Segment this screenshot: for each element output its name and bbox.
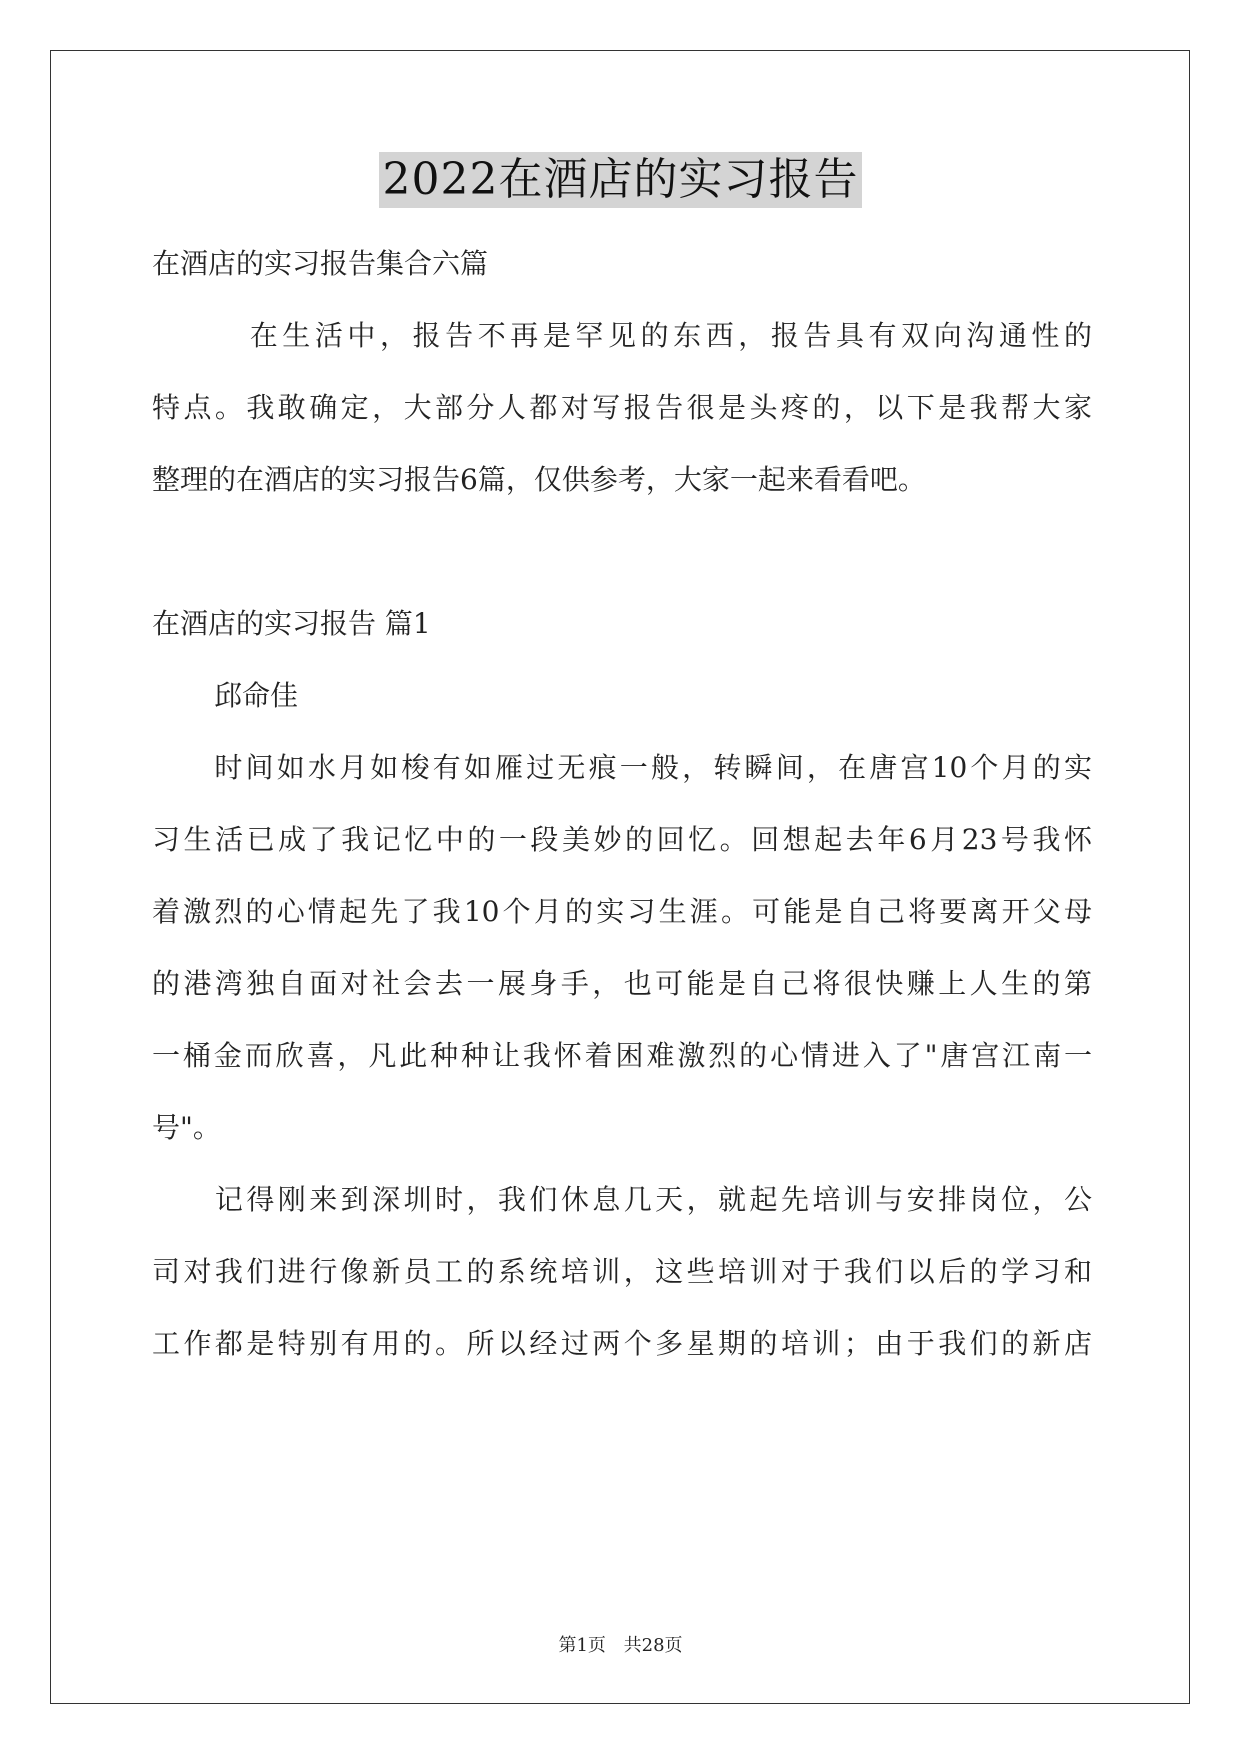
paragraph-line: 司对我们进行像新员工的系统培训，这些培训对于我们以后的学习和 — [152, 1255, 1092, 1288]
document-subtitle: 在酒店的实习报告集合六篇 — [152, 247, 489, 280]
document-title: 2022在酒店的实习报告 — [379, 152, 863, 208]
page-footer — [0, 1634, 1241, 1658]
paragraph-line: 工作都是特别有用的。所以经过两个多星期的培训；由于我们的新店 — [152, 1327, 1092, 1360]
paragraph-line: 一桶金而欣喜，凡此种种让我怀着困难激烈的心情进入了"唐宫江南一 — [152, 1039, 1092, 1072]
intro-line: 整理的在酒店的实习报告6篇，仅供参考，大家一起来看看吧。 — [152, 463, 926, 496]
paragraph-line: 着激烈的心情起先了我10个月的实习生涯。可能是自己将要离开父母 — [152, 895, 1092, 928]
paragraph-line: 习生活已成了我记忆中的一段美妙的回忆。回想起去年6月23号我怀 — [152, 823, 1092, 856]
intro-line: 特点。我敢确定，大部分人都对写报告很是头疼的，以下是我帮大家 — [152, 391, 1092, 424]
paragraph-line: 的港湾独自面对社会去一展身手，也可能是自己将很快赚上人生的第 — [152, 967, 1092, 1000]
author-name: 邱命佳 — [214, 679, 299, 712]
section-heading: 在酒店的实习报告 篇1 — [152, 607, 431, 640]
intro-line: 在生活中，报告不再是罕见的东西，报告具有双向沟通性的 — [152, 319, 1092, 352]
paragraph-line: 记得刚来到深圳时，我们休息几天，就起先培训与安排岗位，公 — [152, 1183, 1092, 1216]
page-border — [50, 50, 1190, 1704]
title-container — [0, 152, 1241, 208]
page-number: 第1页 — [558, 1635, 606, 1656]
paragraph-line: 号"。 — [152, 1111, 221, 1144]
page-total: 共28页 — [623, 1635, 683, 1656]
paragraph-line: 时间如水月如梭有如雁过无痕一般，转瞬间，在唐宫10个月的实 — [152, 751, 1092, 784]
